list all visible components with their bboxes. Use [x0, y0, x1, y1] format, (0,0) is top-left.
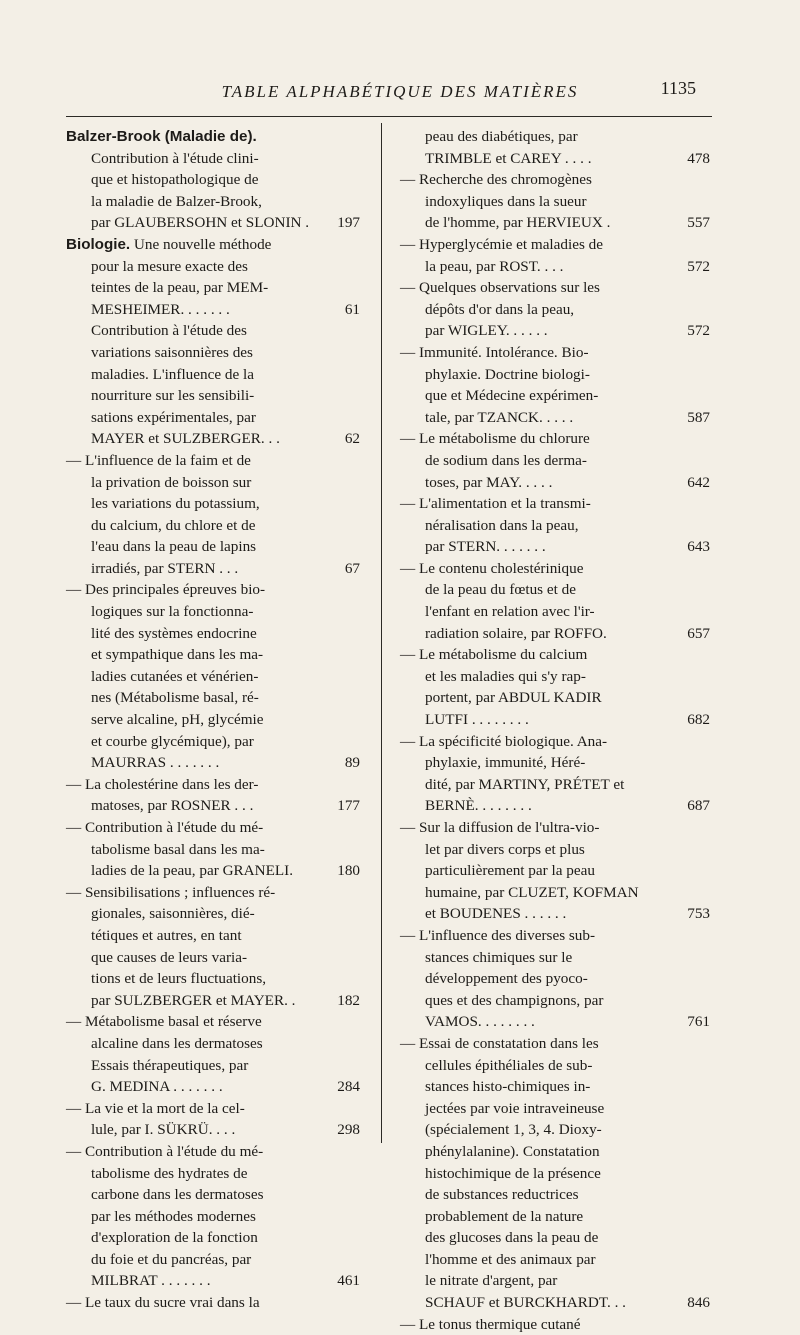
page-reference: 642: [687, 473, 710, 491]
page-reference: 89: [344, 754, 360, 772]
index-entry-text: irradiés, par STERN . . .: [91, 559, 239, 577]
index-line: [66, 623, 360, 645]
index-line: [400, 752, 710, 774]
index-line: [66, 709, 360, 731]
index-entry-text: logiques sur la fonctionna-: [91, 603, 254, 621]
index-line: [400, 1119, 710, 1141]
index-line: [66, 364, 360, 386]
index-entry-text: — L'influence des diverses sub-: [400, 926, 596, 944]
index-line: [66, 925, 360, 947]
index-entry-text: MILBRAT . . . . . . .: [91, 1272, 211, 1290]
index-entry-text: Essais thérapeutiques, par: [91, 1056, 249, 1074]
index-entry-text: et sympathique dans les ma-: [91, 646, 264, 664]
index-entry-text: humaine, par CLUZET, KOFMAN: [425, 883, 639, 901]
index-entry-text: peau des diabétiques, par: [425, 128, 578, 145]
index-entry-text: — Immunité. Intolérance. Bio-: [400, 343, 589, 361]
page-reference: 643: [687, 538, 710, 556]
index-entry-text: — Sensibilisations ; influences ré-: [66, 883, 276, 901]
page-number: 1135: [660, 78, 696, 98]
index-line: [400, 148, 710, 170]
index-entry-text: portent, par ABDUL KADIR: [425, 689, 602, 707]
index-entry-text: sations expérimentales, par: [91, 408, 256, 426]
index-line: [400, 493, 710, 515]
index-line: [66, 1249, 360, 1271]
index-entry-text: lité des systèmes endocrine: [91, 624, 257, 642]
index-entry-text: l'enfant en relation avec l'ir-: [425, 603, 595, 621]
index-entry-text: par SULZBERGER et MAYER. .: [91, 991, 296, 1009]
index-entry-text: néralisation dans la peau,: [425, 516, 579, 534]
page-reference: 61: [344, 300, 360, 318]
index-entry-text: tétiques et autres, en tant: [91, 926, 242, 944]
index-entry-text: et BOUDENES . . . . . .: [425, 905, 567, 923]
page-reference: 180: [337, 862, 360, 880]
index-line: [400, 536, 710, 558]
index-entry-text: — Le tonus thermique cutané: [400, 1315, 581, 1333]
index-entry-text: de sodium dans les derma-: [425, 451, 587, 469]
index-line: [66, 1227, 360, 1249]
index-line: [66, 256, 360, 278]
index-line: [400, 126, 710, 148]
index-entry-text: teintes de la peau, par MEM-: [91, 279, 269, 297]
index-entry-text: que causes de leurs varia-: [91, 948, 248, 966]
index-line: [400, 256, 710, 278]
index-line: [400, 277, 710, 299]
index-entry-text: phylaxie, immunité, Héré-: [425, 754, 586, 772]
index-entry-text: — L'influence de la faim et de: [66, 451, 251, 469]
index-entry-text: tabolisme des hydrates de: [91, 1164, 248, 1182]
left-column: [66, 126, 360, 1314]
index-line: [400, 428, 710, 450]
page-reference: 587: [687, 408, 710, 426]
index-line: [400, 1206, 710, 1228]
index-line: [66, 860, 360, 882]
page-reference: 557: [687, 214, 710, 232]
index-line: [400, 709, 710, 731]
index-line: [66, 968, 360, 990]
index-entry-text: histochimique de la présence: [425, 1164, 601, 1182]
index-entry-text: phylaxie. Doctrine biologi-: [425, 365, 590, 383]
index-entry-text: développement des pyoco-: [425, 970, 588, 988]
index-line: [66, 1141, 360, 1163]
index-entry-text: de substances reductrices: [425, 1186, 579, 1204]
index-line: [400, 169, 710, 191]
page-reference: 461: [337, 1272, 360, 1290]
index-entry-text: radiation solaire, par ROFFO.: [425, 624, 607, 642]
index-entry-text: Contribution à l'étude des: [91, 322, 247, 340]
index-line: [400, 839, 710, 861]
index-entry-text: tabolisme basal dans les ma-: [91, 840, 265, 858]
index-line: [66, 947, 360, 969]
index-entry-text: variations saisonnières des: [91, 343, 253, 361]
index-line: [400, 1055, 710, 1077]
index-entry-text: nourriture sur les sensibili-: [91, 387, 255, 405]
page-reference: 846: [687, 1294, 710, 1312]
index-entry-text: la maladie de Balzer-Brook,: [91, 192, 262, 210]
index-entry-text: par GLAUBERSOHN et SLONIN .: [91, 214, 310, 232]
index-entry-text: — Des principales épreuves bio-: [66, 581, 266, 599]
index-entry-text: dité, par MARTINY, PRÉTET et: [425, 775, 625, 793]
index-line: [400, 1292, 710, 1314]
page-reference: 682: [687, 711, 710, 729]
index-entry-text: tale, par TZANCK. . . . .: [425, 408, 574, 426]
index-line: [66, 839, 360, 861]
index-line: [400, 882, 710, 904]
index-entry-text: alcaline dans les dermatoses: [91, 1034, 263, 1052]
index-line: [66, 234, 360, 256]
index-line: [400, 1270, 710, 1292]
index-line: [66, 558, 360, 580]
index-line: [66, 148, 360, 170]
index-line: [400, 687, 710, 709]
index-entry-text: dépôts d'or dans la peau,: [425, 300, 575, 318]
index-line: [400, 644, 710, 666]
index-line: [400, 860, 710, 882]
index-line: [66, 169, 360, 191]
index-line: [66, 903, 360, 925]
index-entry-text: — Le taux du sucre vrai dans la: [66, 1294, 260, 1312]
index-line: [400, 342, 710, 364]
index-entry-text: VAMOS. . . . . . . .: [425, 1013, 535, 1031]
index-entry-text: carbone dans les dermatoses: [91, 1186, 264, 1204]
index-entry-text: — Essai de constatation dans les: [400, 1034, 599, 1052]
index-entry-text: — Recherche des chromogènes: [400, 171, 592, 189]
index-line: [400, 1249, 710, 1271]
index-entry-text: stances histo-chimiques in-: [425, 1078, 591, 1096]
index-line: [400, 947, 710, 969]
page-reference: 572: [687, 322, 710, 340]
index-line: [66, 428, 360, 450]
index-line: [400, 1011, 710, 1033]
index-line: [400, 1227, 710, 1249]
index-entry-text: — Métabolisme basal et réserve: [66, 1013, 262, 1031]
page-reference: 182: [337, 991, 360, 1009]
index-line: [400, 601, 710, 623]
index-entry-text: de la peau du fœtus et de: [425, 581, 576, 599]
index-line: [66, 212, 360, 234]
page-reference: 67: [344, 559, 360, 577]
index-line: [400, 450, 710, 472]
index-line: [66, 1033, 360, 1055]
page-reference: 687: [687, 797, 710, 815]
index-entry-text: particulièrement par la peau: [425, 862, 595, 880]
index-entry-text: serve alcaline, pH, glycémie: [91, 711, 264, 729]
index-line: [400, 925, 710, 947]
index-line: [400, 558, 710, 580]
index-entry-text: jectées par voie intraveineuse: [425, 1099, 605, 1117]
index-entry-text: ques et des champignons, par: [425, 991, 604, 1009]
index-line: [400, 817, 710, 839]
index-entry-text: stances chimiques sur le: [425, 948, 573, 966]
index-entry-text: des glucoses dans la peau de: [425, 1229, 599, 1247]
index-entry-text: d'exploration de la fonction: [91, 1229, 258, 1247]
index-line: [400, 1314, 710, 1335]
index-line: [400, 364, 710, 386]
index-entry-text: ladies cutanées et vénérien-: [91, 667, 259, 685]
index-entry-text: par STERN. . . . . . .: [425, 538, 546, 556]
index-line: [400, 774, 710, 796]
index-line: [66, 579, 360, 601]
index-line: [66, 601, 360, 623]
index-entry-text: que et histopathologique de: [91, 171, 259, 189]
index-entry-text: — Le contenu cholestérinique: [400, 559, 584, 577]
page-reference: 478: [687, 149, 710, 167]
index-line: [400, 666, 710, 688]
index-entry-text: MAYER et SULZBERGER. . .: [91, 430, 280, 448]
index-entry-text: de l'homme, par HERVIEUX .: [425, 214, 611, 232]
index-entry-text: G. MEDINA . . . . . . .: [91, 1078, 223, 1096]
index-line: [400, 1098, 710, 1120]
index-line: [400, 579, 710, 601]
page-reference: 197: [337, 214, 360, 232]
index-entry-text: MAURRAS . . . . . . .: [91, 754, 220, 772]
index-entry-text: toses, par MAY. . . . .: [425, 473, 553, 491]
index-entry-text: le nitrate d'argent, par: [425, 1272, 558, 1290]
index-line: [400, 212, 710, 234]
index-line: [400, 472, 710, 494]
page-reference: 761: [687, 1013, 710, 1031]
index-line: [66, 450, 360, 472]
index-line: [400, 191, 710, 213]
index-entry-text: — Le métabolisme du calcium: [400, 646, 588, 664]
index-entry-text: nes (Métabolisme basal, ré-: [91, 689, 259, 707]
index-line: [66, 1119, 360, 1141]
index-entry-text: — Contribution à l'étude du mé-: [66, 819, 264, 836]
index-line: [66, 795, 360, 817]
index-entry-text: — Le métabolisme du chlorure: [400, 430, 590, 448]
column-divider: [381, 123, 382, 1143]
page-reference: 177: [337, 797, 360, 815]
page-reference: 753: [687, 905, 710, 923]
index-entry-text: — La cholestérine dans les der-: [66, 775, 259, 793]
index-line: [66, 1011, 360, 1033]
index-entry-text: — L'alimentation et la transmi-: [400, 495, 591, 513]
index-entry-text: probablement de la nature: [425, 1207, 584, 1225]
index-line: [66, 1270, 360, 1292]
index-line: [400, 1184, 710, 1206]
index-entry-text: Contribution à l'étude clini-: [91, 149, 259, 167]
index-line: [66, 1076, 360, 1098]
index-line: [400, 515, 710, 537]
index-line: [66, 536, 360, 558]
index-line: [400, 1141, 710, 1163]
index-entry-text: par les méthodes modernes: [91, 1207, 256, 1225]
index-entry-text: du calcium, du chlore et de: [91, 516, 256, 534]
index-entry-text: et les maladies qui s'y rap-: [425, 667, 586, 685]
index-line: [66, 299, 360, 321]
index-line: [400, 731, 710, 753]
header-rule: [66, 116, 712, 117]
index-line: [400, 1163, 710, 1185]
index-line: [66, 407, 360, 429]
index-entry-text: phénylalanine). Constatation: [425, 1142, 600, 1160]
index-entry-text: Balzer-Brook (Maladie de).: [66, 128, 257, 145]
index-entry-text: TRIMBLE et CAREY . . . .: [425, 149, 592, 167]
index-entry-text: (spécialement 1, 3, 4. Dioxy-: [425, 1121, 602, 1139]
index-line: [66, 1206, 360, 1228]
index-entry-text: l'eau dans la peau de lapins: [91, 538, 257, 556]
index-line: [400, 234, 710, 256]
index-line: [400, 903, 710, 925]
index-entry-text: — Sur la diffusion de l'ultra-vio-: [400, 819, 600, 836]
index-line: [400, 1033, 710, 1055]
index-entry-text: les variations du potassium,: [91, 495, 260, 513]
index-entry-text: l'homme et des animaux par: [425, 1250, 596, 1268]
index-line: [400, 990, 710, 1012]
index-entry-text: — Hyperglycémie et maladies de: [400, 235, 603, 253]
index-line: [66, 644, 360, 666]
index-entry-text: que et Médecine expérimen-: [425, 387, 599, 405]
index-line: [400, 299, 710, 321]
page-reference: 572: [687, 257, 710, 275]
index-line: [66, 385, 360, 407]
index-line: [66, 126, 360, 148]
index-entry-text: cellules épithéliales de sub-: [425, 1056, 593, 1074]
index-entry-text: MESHEIMER. . . . . . .: [91, 300, 230, 318]
index-line: [400, 795, 710, 817]
index-line: [66, 774, 360, 796]
index-line: [400, 968, 710, 990]
index-line: [66, 277, 360, 299]
index-entry-text: tions et de leurs fluctuations,: [91, 970, 267, 988]
index-line: [66, 817, 360, 839]
index-line: [66, 1163, 360, 1185]
index-entry-text: lule, par I. SÜKRÜ. . . .: [91, 1121, 236, 1139]
index-line: [66, 320, 360, 342]
index-line: [400, 385, 710, 407]
index-entry-text: BERNÈ. . . . . . . .: [425, 797, 532, 815]
index-entry-text: LUTFI . . . . . . . .: [425, 711, 529, 729]
index-entry-text: du foie et du pancréas, par: [91, 1250, 252, 1268]
index-line: [66, 731, 360, 753]
index-entry-text: matoses, par ROSNER . . .: [91, 797, 254, 815]
index-entry-text: let par divers corps et plus: [425, 840, 585, 858]
index-entry-text: la privation de boisson sur: [91, 473, 252, 491]
index-line: [66, 687, 360, 709]
index-line: [66, 752, 360, 774]
index-line: [66, 342, 360, 364]
index-line: [400, 407, 710, 429]
index-line: [66, 990, 360, 1012]
index-entry-text: — La vie et la mort de la cel-: [66, 1099, 245, 1117]
index-line: [66, 1292, 360, 1314]
index-line: [66, 1098, 360, 1120]
page-reference: 62: [344, 430, 360, 448]
index-entry-text: maladies. L'influence de la: [91, 365, 254, 383]
index-entry-text: gionales, saisonnières, dié-: [91, 905, 255, 923]
index-entry-text: Biologie. Une nouvelle méthode: [66, 235, 272, 253]
index-entry-text: — La spécificité biologique. Ana-: [400, 732, 608, 750]
index-entry-text: pour la mesure exacte des: [91, 257, 248, 275]
page-reference: 284: [337, 1078, 360, 1096]
index-line: [66, 882, 360, 904]
index-line: [66, 1184, 360, 1206]
index-entry-text: indoxyliques dans la sueur: [425, 192, 587, 210]
index-entry-text: — Contribution à l'étude du mé-: [66, 1142, 264, 1160]
index-entry-text: ladies de la peau, par GRANELI.: [91, 862, 294, 880]
index-entry-text: SCHAUF et BURCKHARDT. . .: [425, 1294, 626, 1312]
index-line: [400, 320, 710, 342]
index-line: [400, 1076, 710, 1098]
index-line: [66, 191, 360, 213]
index-entry-text: la peau, par ROST. . . .: [425, 257, 564, 275]
index-line: [400, 623, 710, 645]
index-line: [66, 515, 360, 537]
index-line: [66, 666, 360, 688]
index-entry-text: — Quelques observations sur les: [400, 279, 600, 297]
page-reference: 298: [337, 1121, 360, 1139]
right-column: [400, 126, 710, 1335]
page-header-title: TABLE ALPHABÉTIQUE DES MATIÈRES: [221, 82, 579, 101]
index-line: [66, 472, 360, 494]
index-line: [66, 1055, 360, 1077]
index-entry-text: et courbe glycémique), par: [91, 732, 254, 750]
index-line: [66, 493, 360, 515]
page-reference: 657: [687, 624, 710, 642]
index-entry-text: par WIGLEY. . . . . .: [425, 322, 548, 340]
